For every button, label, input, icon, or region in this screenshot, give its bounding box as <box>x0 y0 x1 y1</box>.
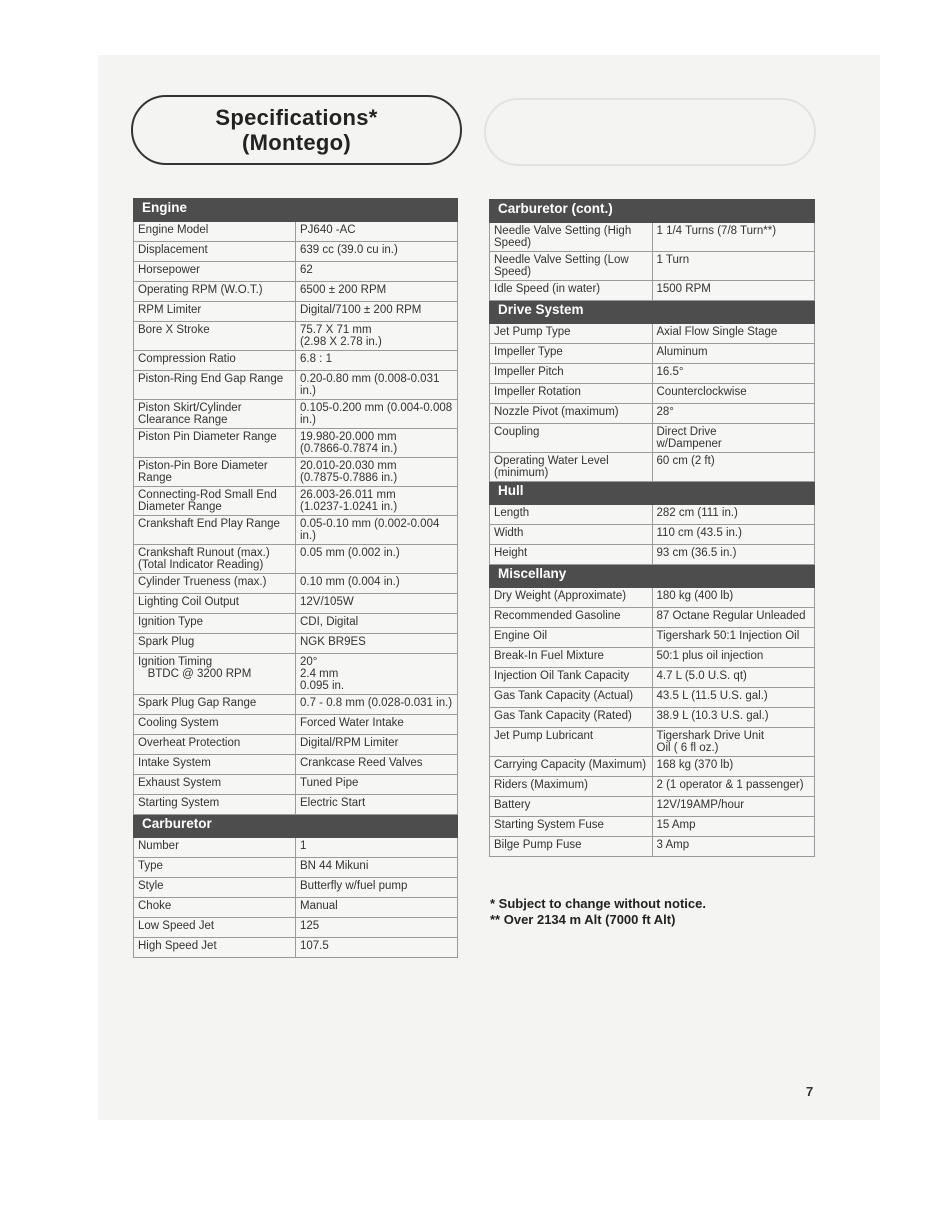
spec-label: Bore X Stroke <box>134 322 296 351</box>
spec-value: 26.003-26.011 mm (1.0237-1.0241 in.) <box>296 487 458 516</box>
table-row <box>134 545 458 574</box>
spec-value: 93 cm (36.5 in.) <box>652 545 815 565</box>
table-row <box>134 735 458 755</box>
spec-label: Engine Model <box>134 222 296 242</box>
table-row <box>490 648 815 668</box>
spec-value: 20° 2.4 mm 0.095 in. <box>296 654 458 695</box>
spec-value: Tigershark Drive Unit Oil ( 6 fl oz.) <box>652 728 815 757</box>
spec-label: Battery <box>490 797 653 817</box>
table-row <box>134 242 458 262</box>
spec-value: 6500 ± 200 RPM <box>296 282 458 302</box>
table-row <box>490 668 815 688</box>
table-row <box>134 371 458 400</box>
table-row <box>134 634 458 654</box>
spec-label: Operating RPM (W.O.T.) <box>134 282 296 302</box>
table-row <box>134 614 458 634</box>
spec-label: Engine Oil <box>490 628 653 648</box>
table-row <box>490 384 815 404</box>
spec-label: Impeller Rotation <box>490 384 653 404</box>
table-row <box>490 505 815 525</box>
spec-label: Dry Weight (Approximate) <box>490 588 653 608</box>
spec-label: Jet Pump Lubricant <box>490 728 653 757</box>
title-line-2: (Montego) <box>242 130 351 155</box>
spec-value: Electric Start <box>296 795 458 815</box>
spec-label: Horsepower <box>134 262 296 282</box>
spec-label: Spark Plug <box>134 634 296 654</box>
spec-label: Low Speed Jet <box>134 918 296 938</box>
table-row <box>490 324 815 344</box>
spec-value: 110 cm (43.5 in.) <box>652 525 815 545</box>
section-header-miscellany <box>490 565 815 588</box>
spec-value: Digital/RPM Limiter <box>296 735 458 755</box>
spec-value: 6.8 : 1 <box>296 351 458 371</box>
table-row <box>134 795 458 815</box>
spec-label: Operating Water Level (minimum) <box>490 453 653 482</box>
spec-label: Recommended Gasoline <box>490 608 653 628</box>
spec-value: Digital/7100 ± 200 RPM <box>296 302 458 322</box>
spec-label: Number <box>134 838 296 858</box>
table-row <box>490 588 815 608</box>
table-row <box>134 282 458 302</box>
spec-label: Lighting Coil Output <box>134 594 296 614</box>
spec-value: 0.05-0.10 mm (0.002-0.004 in.) <box>296 516 458 545</box>
spec-label: Overheat Protection <box>134 735 296 755</box>
spec-label: Needle Valve Setting (Low Speed) <box>490 252 653 281</box>
spec-value: 12V/105W <box>296 594 458 614</box>
spec-value: 15 Amp <box>652 817 815 837</box>
spec-value: 125 <box>296 918 458 938</box>
spec-value: 16.5° <box>652 364 815 384</box>
table-row <box>490 545 815 565</box>
spec-value: Tuned Pipe <box>296 775 458 795</box>
section-header-carburetor-cont <box>490 200 815 223</box>
section-title: Miscellany <box>490 565 815 588</box>
spec-label: Spark Plug Gap Range <box>134 695 296 715</box>
table-row <box>490 628 815 648</box>
section-title: Hull <box>490 482 815 505</box>
table-row <box>490 757 815 777</box>
spec-value: CDI, Digital <box>296 614 458 634</box>
spec-value: Counterclockwise <box>652 384 815 404</box>
spec-label: Cylinder Trueness (max.) <box>134 574 296 594</box>
spec-label: Coupling <box>490 424 653 453</box>
spec-value: NGK BR9ES <box>296 634 458 654</box>
spec-label: Break-In Fuel Mixture <box>490 648 653 668</box>
spec-value: 60 cm (2 ft) <box>652 453 815 482</box>
spec-value: 4.7 L (5.0 U.S. qt) <box>652 668 815 688</box>
spec-label: Crankshaft End Play Range <box>134 516 296 545</box>
spec-label: Gas Tank Capacity (Rated) <box>490 708 653 728</box>
spec-label: Jet Pump Type <box>490 324 653 344</box>
spec-value: PJ640 -AC <box>296 222 458 242</box>
spec-value: Direct Drive w/Dampener <box>652 424 815 453</box>
footnote-1: * Subject to change without notice. <box>490 896 706 911</box>
spec-label: Nozzle Pivot (maximum) <box>490 404 653 424</box>
spec-value: 75.7 X 71 mm (2.98 X 2.78 in.) <box>296 322 458 351</box>
table-row <box>134 918 458 938</box>
spec-label: Crankshaft Runout (max.) (Total Indicator Reading) <box>134 545 296 574</box>
spec-label: Length <box>490 505 653 525</box>
table-row <box>134 938 458 958</box>
spec-value: BN 44 Mikuni <box>296 858 458 878</box>
spec-value: 0.10 mm (0.004 in.) <box>296 574 458 594</box>
table-row <box>134 858 458 878</box>
spec-label: Needle Valve Setting (High Speed) <box>490 223 653 252</box>
spec-value: 180 kg (400 lb) <box>652 588 815 608</box>
bleed-through-shape <box>484 98 816 166</box>
table-row <box>134 594 458 614</box>
table-row <box>134 458 458 487</box>
spec-value: 43.5 L (11.5 U.S. gal.) <box>652 688 815 708</box>
spec-value: 0.20-0.80 mm (0.008-0.031 in.) <box>296 371 458 400</box>
table-row <box>490 252 815 281</box>
spec-label: Type <box>134 858 296 878</box>
spec-label: Impeller Pitch <box>490 364 653 384</box>
footnotes <box>490 896 706 928</box>
spec-label: Piston-Ring End Gap Range <box>134 371 296 400</box>
page-number: 7 <box>806 1084 814 1099</box>
table-row <box>134 262 458 282</box>
spec-value: 2 (1 operator & 1 passenger) <box>652 777 815 797</box>
section-title: Carburetor <box>134 815 458 838</box>
title-box <box>131 95 462 165</box>
table-row <box>134 695 458 715</box>
spec-label: Idle Speed (in water) <box>490 281 653 301</box>
spec-value: Butterfly w/fuel pump <box>296 878 458 898</box>
section-title: Engine <box>134 199 458 222</box>
spec-label: Gas Tank Capacity (Actual) <box>490 688 653 708</box>
spec-value: 50:1 plus oil injection <box>652 648 815 668</box>
footnote-2: ** Over 2134 m Alt (7000 ft Alt) <box>490 912 676 927</box>
spec-label: Carrying Capacity (Maximum) <box>490 757 653 777</box>
spec-label: Riders (Maximum) <box>490 777 653 797</box>
spec-value: 168 kg (370 lb) <box>652 757 815 777</box>
spec-value: Crankcase Reed Valves <box>296 755 458 775</box>
table-row <box>490 525 815 545</box>
spec-value: Manual <box>296 898 458 918</box>
spec-value: 0.7 - 0.8 mm (0.028-0.031 in.) <box>296 695 458 715</box>
table-row <box>134 302 458 322</box>
spec-value: 1500 RPM <box>652 281 815 301</box>
table-row <box>134 715 458 735</box>
table-row <box>490 708 815 728</box>
table-row <box>490 728 815 757</box>
table-row <box>134 878 458 898</box>
spec-label: Choke <box>134 898 296 918</box>
spec-value: 282 cm (111 in.) <box>652 505 815 525</box>
table-row <box>134 775 458 795</box>
spec-value: 62 <box>296 262 458 282</box>
spec-label: Exhaust System <box>134 775 296 795</box>
section-header-hull <box>490 482 815 505</box>
spec-label: Impeller Type <box>490 344 653 364</box>
spec-value: 1 <box>296 838 458 858</box>
table-row <box>134 574 458 594</box>
table-row <box>134 755 458 775</box>
spec-value: 12V/19AMP/hour <box>652 797 815 817</box>
spec-value: 639 cc (39.0 cu in.) <box>296 242 458 262</box>
spec-value: Tigershark 50:1 Injection Oil <box>652 628 815 648</box>
section-header-engine <box>134 199 458 222</box>
right-spec-table <box>489 199 815 857</box>
spec-label: Injection Oil Tank Capacity <box>490 668 653 688</box>
section-title: Carburetor (cont.) <box>490 200 815 223</box>
spec-value: 0.05 mm (0.002 in.) <box>296 545 458 574</box>
spec-value: Aluminum <box>652 344 815 364</box>
spec-label: Piston-Pin Bore Diameter Range <box>134 458 296 487</box>
spec-label: Starting System Fuse <box>490 817 653 837</box>
spec-label: Ignition Timing BTDC @ 3200 RPM <box>134 654 296 695</box>
table-row <box>134 429 458 458</box>
table-row <box>490 364 815 384</box>
spec-value: Forced Water Intake <box>296 715 458 735</box>
section-title: Drive System <box>490 301 815 324</box>
spec-label: Starting System <box>134 795 296 815</box>
table-row <box>134 222 458 242</box>
table-row <box>490 344 815 364</box>
spec-label: Style <box>134 878 296 898</box>
table-row <box>134 654 458 695</box>
spec-value: 19.980-20.000 mm (0.7866-0.7874 in.) <box>296 429 458 458</box>
table-row <box>134 351 458 371</box>
table-row <box>490 281 815 301</box>
spec-label: Compression Ratio <box>134 351 296 371</box>
spec-value: 1 Turn <box>652 252 815 281</box>
spec-label: Piston Pin Diameter Range <box>134 429 296 458</box>
table-row <box>490 797 815 817</box>
section-header-drive-system <box>490 301 815 324</box>
spec-label: Height <box>490 545 653 565</box>
spec-value: Axial Flow Single Stage <box>652 324 815 344</box>
spec-value: 20.010-20.030 mm (0.7875-0.7886 in.) <box>296 458 458 487</box>
spec-label: Piston Skirt/Cylinder Clearance Range <box>134 400 296 429</box>
table-row <box>490 837 815 857</box>
table-row <box>490 777 815 797</box>
table-row <box>134 838 458 858</box>
table-row <box>490 608 815 628</box>
spec-label: Connecting-Rod Small End Diameter Range <box>134 487 296 516</box>
spec-label: Cooling System <box>134 715 296 735</box>
table-row <box>490 688 815 708</box>
spec-value: 1 1/4 Turns (7/8 Turn**) <box>652 223 815 252</box>
spec-label: Ignition Type <box>134 614 296 634</box>
title-line-1: Specifications* <box>215 105 378 130</box>
table-row <box>134 487 458 516</box>
table-row <box>490 453 815 482</box>
spec-value: 28° <box>652 404 815 424</box>
spec-value: 38.9 L (10.3 U.S. gal.) <box>652 708 815 728</box>
table-row <box>134 898 458 918</box>
spec-label: RPM Limiter <box>134 302 296 322</box>
spec-value: 107.5 <box>296 938 458 958</box>
table-row <box>490 223 815 252</box>
table-row <box>490 424 815 453</box>
spec-label: Displacement <box>134 242 296 262</box>
table-row <box>134 322 458 351</box>
spec-label: High Speed Jet <box>134 938 296 958</box>
spec-label: Bilge Pump Fuse <box>490 837 653 857</box>
table-row <box>134 516 458 545</box>
spec-label: Width <box>490 525 653 545</box>
section-header-carburetor <box>134 815 458 838</box>
table-row <box>134 400 458 429</box>
table-row <box>490 404 815 424</box>
spec-label: Intake System <box>134 755 296 775</box>
spec-value: 3 Amp <box>652 837 815 857</box>
spec-value: 0.105-0.200 mm (0.004-0.008 in.) <box>296 400 458 429</box>
left-spec-table <box>133 198 458 958</box>
table-row <box>490 817 815 837</box>
spec-value: 87 Octane Regular Unleaded <box>652 608 815 628</box>
